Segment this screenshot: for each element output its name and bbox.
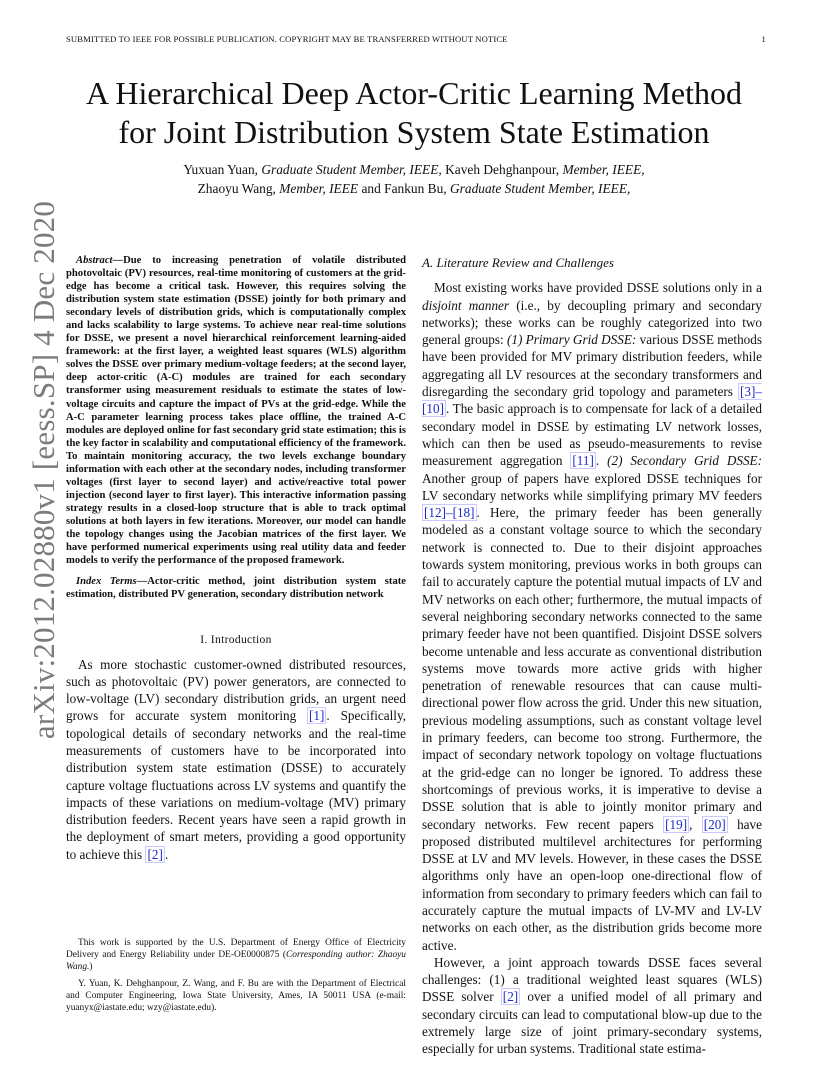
paper-title [40, 74, 788, 152]
body-text: , [689, 816, 702, 832]
abstract-text: —Due to increasing penetration of volatile distributed photovoltaic (PV) resources, real-time monitoring of customers at the grid-edge has become a critical task. However, this requires solving the distribution system state estimation (DSSE) jointly for both primary and secondary levels of distribution grids, which is computationally complex and lacks scalability to large systems. To achieve near real-time solutions for DSSE, we present a novel hierarchical reinforcement learning-aided framework: at the first layer, a weighted least squares (WLS) algorithm solves the DSSE over primary medium-voltage feeders; at the second layer, deep actor-critic (A-C) modules are trained for each secondary transformer using measurement residuals to estimate the states of low-voltage circuits and capture the impact of PVs at the grid-edge. While the A-C parameter learning process takes place offline, the trained A-C modules are deployed online for fast secondary grid state estimation; this is the key factor in scalability and computational efficiency of the framework. To maintain monitoring accuracy, the two levels exchange boundary information with each other at the secondary nodes, including transformer voltages (first layer to second layer) and active/reactive total power injection (second layer to first layer). This interactive information passing strategy results in a closed-loop structure that is able to track optimal solutions at both layers in few iterations. Moreover, our model can handle the topology changes using the Jacobian matrices of the first layer. We have performed numerical experiments using real utility data and feeder models to verify the performance of the proposed framework. [66, 255, 406, 567]
literature-paragraph [422, 279, 762, 954]
citation-link[interactable]: [2] [147, 846, 163, 862]
citation-link[interactable]: [11] [572, 453, 594, 469]
left-column [66, 254, 406, 863]
abstract [66, 254, 406, 567]
title-line-1: A Hierarchical Deep Actor-Critic Learning Method [86, 75, 742, 111]
citation-link[interactable]: [2] [502, 989, 519, 1005]
index-terms [66, 575, 406, 601]
footnote-text: This work is supported by the U.S. Department of Energy Office of Electricity Delivery and Energy Reliability under DE-OE0000875 ( [66, 938, 406, 960]
running-header [66, 34, 766, 48]
footnote-funding [66, 938, 406, 974]
body-text: over a unified model of all primary and secondary circuits can lead to computational blow-up due to the extremely large size of joint primary-secondary systems, especially for urban systems. Traditional state estima- [422, 989, 762, 1057]
intro-paragraph [66, 656, 406, 864]
emphasis-text: (2) Secondary Grid DSSE: [607, 453, 763, 469]
author-name: Yuxuan Yuan, [183, 162, 258, 177]
author-role: Graduate Student Member, IEEE, [261, 162, 442, 177]
body-text: . The basic approach is to compensate for lack of a detailed secondary model in DSSE by estimating LV network losses, which can then be used as pseudo-measurements to revise measurement aggregation [422, 401, 762, 469]
footnote [66, 938, 406, 1019]
body-text: . [595, 453, 608, 469]
author-role: Member, IEEE [279, 181, 359, 196]
body-text: However, a joint approach towards DSSE faces several challenges: (1) a traditional weighted least squares (WLS) DSSE solver [422, 954, 762, 1005]
author-name: Kaveh Dehghanpour, [445, 162, 560, 177]
emphasis-text: (1) Primary Grid DSSE: [506, 332, 637, 348]
subsection-heading: A. Literature Review and Challenges [422, 255, 614, 270]
body-text: . Here, the primary feeder has been generally modeled as a constant voltage source to which the secondary network is connected to. Due to their disjoint approaches towards system monitoring, previous works in both groups can fail to accurately capture the potential mutual impacts of LV and MV networks on each other; furthermore, the mutual impacts of several neighboring secondary networks connected to the same primary feeder have not been quantified. Disjoint DSSE solvers become untenable and less accurate as conventional distribution systems move towards more active grids with higher penetration of renewable resources that can cause multi-directional power flow across the grid. Under this new situation, previous modeling assumptions, such as constant voltage level in primary feeders, can become too strong. Furthermore, the impact of secondary network topology on voltage fluctuations at the grid-edge can no longer be ignored. To address these shortcomings of previous works, it is imperative to devise a DSSE solution that is able to jointly monitor primary and secondary networks. Few recent papers [422, 505, 762, 832]
footnote-text: ) [89, 961, 93, 972]
intro-text: . Specifically, topological details of secondary networks and the real-time measurements of customers have to be incorporated into distribution system state estimation (DSSE) to accurately capture voltage fluctuations across LV systems and quantify the impacts of these variations on medium-voltage (MV) primary distribution feeders. Recent years have seen a rapid growth in the deployment of smart meters, providing a good opportunity to achieve this [66, 708, 406, 862]
body-text: various DSSE methods have been provided for MV primary distribution feeders, while aggregating all LV resources at the secondary transformers and disregarding the secondary grid topology and parameters [422, 332, 762, 400]
body-text: have proposed distributed multilevel architectures for performing DSSE at LV and MV levels. However, in these cases the DSSE algorithms only have an open-loop one-directional flow of information from secondary to primary feeders which can fail to accurately capture the mutual impacts of LV-MV and LV-LV networks on each other, as the distribution grids become more active. [422, 816, 762, 953]
citation-link[interactable]: [20] [703, 816, 726, 832]
author-role: Graduate Student Member, IEEE, [450, 181, 631, 196]
abstract-label: Abstract [76, 255, 113, 266]
body-text: Most existing works have provided DSSE solutions only in a [434, 280, 762, 296]
index-terms-text: —Actor-critic method, joint distribution system state estimation, distributed PV generation, secondary distribution network [66, 576, 406, 601]
page-number: 1 [761, 34, 766, 44]
intro-text: . [164, 846, 169, 862]
right-column [422, 254, 762, 1058]
citation-link[interactable]: [12]–[18] [424, 505, 475, 521]
citation-link[interactable]: [3]–[10] [422, 384, 762, 417]
section-heading-introduction: I. Introduction [200, 633, 272, 647]
author-list [40, 160, 788, 198]
footnote-affiliation: Y. Yuan, K. Dehghanpour, Z. Wang, and F. Bu are with the Department of Electrical and Computer Engineering, Iowa State University, Ames, IA 50011 USA (e-mail: yuanyx@iastate.edu; wzy@iastate.edu). [66, 978, 406, 1013]
footnote-corresponding: Corresponding author: Zhaoyu Wang. [66, 949, 406, 972]
citation-link[interactable]: [19] [665, 816, 688, 832]
title-line-2: for Joint Distribution System State Estimation [118, 114, 710, 150]
author-name: Fankun Bu, [384, 181, 447, 196]
author-role: Member, IEEE, [562, 162, 645, 177]
citation-link[interactable]: [1] [309, 708, 325, 724]
challenges-paragraph [422, 954, 762, 1058]
author-conjunction: and [361, 181, 381, 196]
header-notice: SUBMITTED TO IEEE FOR POSSIBLE PUBLICATION. COPYRIGHT MAY BE TRANSFERRED WITHOUT NOTICE [66, 34, 508, 44]
emphasis-text: disjoint manner [422, 297, 510, 313]
body-text: Another group of papers have explored DSSE techniques for LV secondary networks while simplifying primary MV feeders [422, 470, 762, 503]
author-name: Zhaoyu Wang, [197, 181, 276, 196]
intro-text: As more stochastic customer-owned distributed resources, such as photovoltaic (PV) power generators, are connected to low-voltage (LV) secondary distribution grids, an urgent need grows for accurate system monitoring [66, 656, 406, 724]
arxiv-stamp-text: arXiv:2012.02880v1 [eess.SP] 4 Dec 2020 [26, 200, 61, 740]
index-terms-label: Index Terms [76, 576, 137, 588]
body-text: (i.e., by decoupling primary and secondary networks); these works can be roughly categorized into two general groups: [422, 297, 762, 348]
